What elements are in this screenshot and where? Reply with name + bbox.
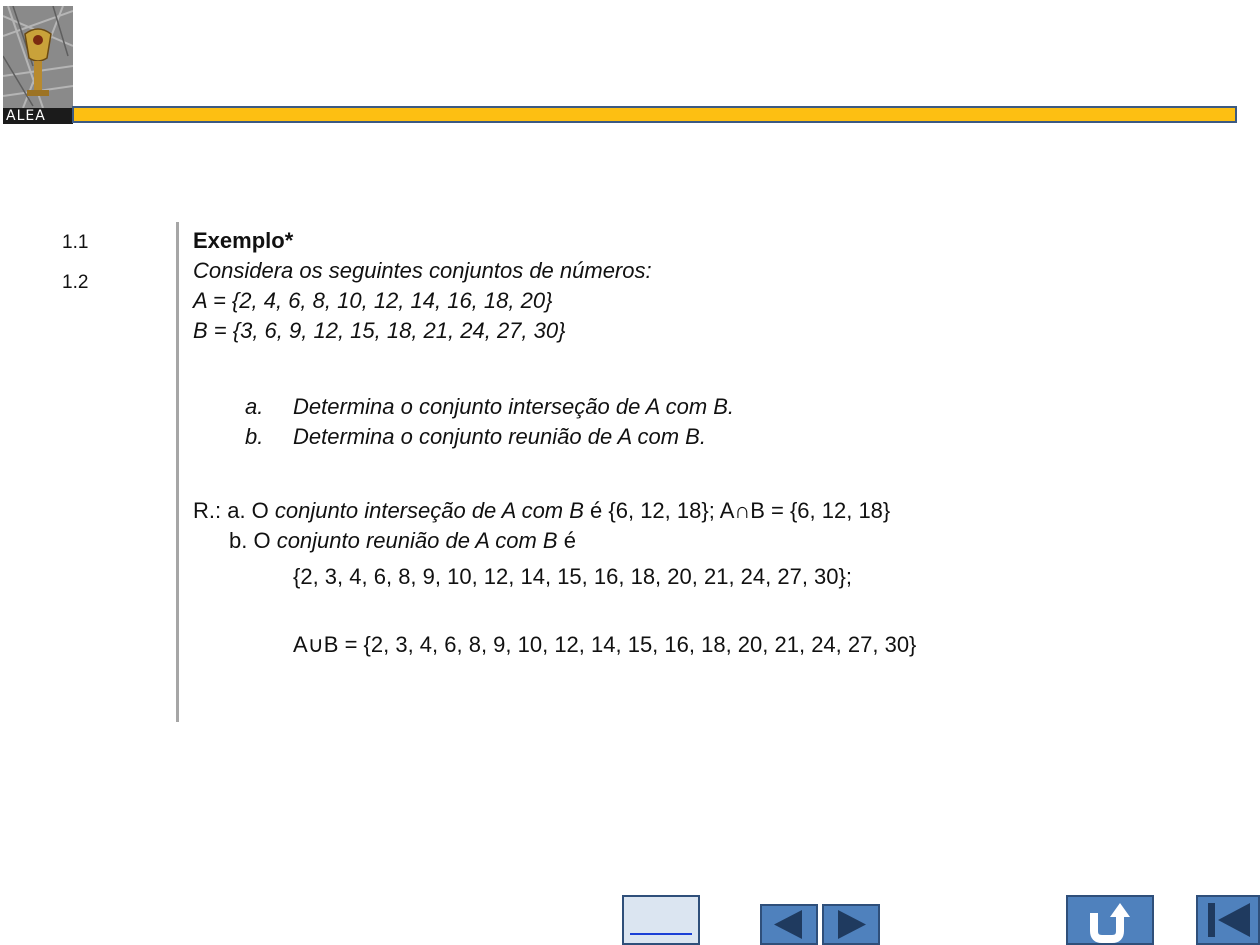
- return-arrow-icon: [1068, 897, 1152, 943]
- union-expression: A∪B = {2, 3, 4, 6, 8, 9, 10, 12, 14, 15, 16, 18, 20, 21, 24, 27, 30}: [293, 632, 917, 657]
- set-a: A = {2, 4, 6, 8, 10, 12, 14, 16, 18, 20}: [193, 288, 553, 313]
- question-item: [193, 392, 916, 422]
- set-b: B = {3, 6, 9, 12, 15, 18, 21, 24, 27, 30}: [193, 318, 566, 343]
- question-list: [193, 392, 916, 452]
- example-content: [193, 226, 916, 660]
- home-link-icon: [630, 933, 692, 935]
- logo-label: ALEA: [3, 108, 73, 124]
- answer-b-prefix: b. O: [229, 528, 277, 553]
- next-button[interactable]: [822, 904, 880, 945]
- answer-a-italic: conjunto interseção de A com B: [274, 498, 584, 523]
- answer-line-a: [193, 496, 916, 526]
- triangle-left-icon: [762, 906, 816, 943]
- triangle-right-icon: [824, 906, 878, 943]
- content-divider: [176, 222, 179, 722]
- section-number: 1.2: [62, 272, 89, 293]
- return-button[interactable]: [1066, 895, 1154, 945]
- logo-artwork: [3, 6, 73, 108]
- section-number: 1.1: [62, 232, 89, 253]
- question-text: Determina o conjunto interseção de A com B.: [293, 394, 735, 419]
- answer-b-suffix: é: [557, 528, 576, 553]
- question-text: Determina o conjunto reunião de A com B.: [293, 424, 706, 449]
- union-set: {2, 3, 4, 6, 8, 9, 10, 12, 14, 15, 16, 18, 20, 21, 24, 27, 30};: [293, 564, 852, 589]
- example-intro: Considera os seguintes conjuntos de números:: [193, 258, 652, 283]
- answer-block: [193, 496, 916, 660]
- home-link-button[interactable]: [622, 895, 700, 945]
- answer-a-prefix: R.: a. O: [193, 498, 275, 523]
- previous-button[interactable]: [760, 904, 818, 945]
- question-letter: b.: [245, 424, 264, 449]
- answer-line-b: [193, 526, 916, 556]
- answer-a-suffix: é {6, 12, 18}; A∩B = {6, 12, 18}: [583, 498, 891, 523]
- example-title: Exemplo*: [193, 228, 294, 253]
- section-numbers: [62, 232, 88, 312]
- question-letter: a.: [245, 394, 264, 419]
- answer-b-italic: conjunto reunião de A com B: [276, 528, 558, 553]
- skip-to-start-icon: [1198, 897, 1258, 943]
- first-slide-button[interactable]: [1196, 895, 1260, 945]
- title-bar: [72, 106, 1237, 123]
- question-item: [193, 422, 916, 452]
- alea-logo: [3, 6, 73, 124]
